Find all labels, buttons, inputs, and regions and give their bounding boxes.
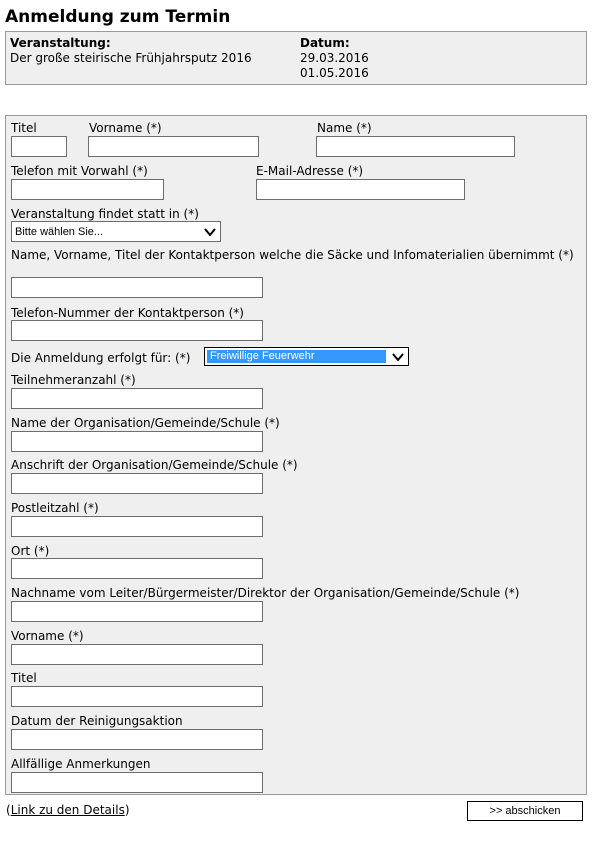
email-input[interactable] — [256, 179, 465, 200]
leader-title-input[interactable] — [11, 686, 263, 707]
event-info-box — [5, 31, 587, 85]
date-start: 29.03.2016 — [300, 51, 369, 65]
contact-label: Name, Vorname, Titel der Kontaktperson welche die Säcke und Infomaterialien übernimmt (*) — [11, 248, 574, 262]
chevron-down-icon — [391, 350, 405, 364]
paren-open: ( — [6, 803, 11, 817]
phone-label: Telefon mit Vorwahl (*) — [11, 164, 148, 178]
city-label: Ort (*) — [11, 544, 50, 558]
cleanup-date-input[interactable] — [11, 729, 263, 750]
participants-label: Teilnehmeranzahl (*) — [11, 373, 136, 387]
postal-input[interactable] — [11, 516, 263, 537]
location-select[interactable] — [11, 221, 221, 242]
lastname-label: Name (*) — [317, 121, 372, 135]
registration-for-label: Die Anmeldung erfolgt für: (*) — [11, 351, 191, 365]
event-value: Der große steirische Frühjahrsputz 2016 — [10, 51, 252, 65]
event-label: Veranstaltung: — [10, 36, 111, 50]
date-label: Datum: — [300, 36, 350, 50]
contact-phone-label: Telefon-Nummer der Kontaktperson (*) — [11, 306, 244, 320]
date-end: 01.05.2016 — [300, 66, 369, 80]
leader-title-label: Titel — [11, 671, 37, 685]
page-title: Anmeldung zum Termin — [5, 7, 231, 27]
location-label: Veranstaltung findet statt in (*) — [11, 207, 199, 221]
submit-button[interactable]: >> abschicken — [467, 801, 583, 821]
title-label: Titel — [11, 121, 37, 135]
leader-lastname-input[interactable] — [11, 601, 263, 622]
chevron-down-icon — [203, 225, 217, 239]
contact-input[interactable] — [11, 277, 263, 298]
location-select-value: Bitte wählen Sie... — [15, 225, 104, 238]
phone-input[interactable] — [11, 179, 164, 200]
details-link-wrapper — [6, 803, 130, 817]
email-label: E-Mail-Adresse (*) — [256, 164, 364, 178]
participants-input[interactable] — [11, 388, 263, 409]
registration-for-select[interactable] — [204, 347, 409, 366]
org-address-input[interactable] — [11, 473, 263, 494]
city-input[interactable] — [11, 558, 263, 579]
leader-firstname-input[interactable] — [11, 644, 263, 665]
registration-for-value: Freiwillige Feuerwehr — [207, 350, 386, 363]
postal-label: Postleitzahl (*) — [11, 501, 99, 515]
leader-lastname-label: Nachname vom Leiter/Bürgermeister/Direktor der Organisation/Gemeinde/Schule (*) — [11, 586, 520, 600]
cleanup-date-label: Datum der Reinigungsaktion — [11, 714, 183, 728]
remarks-label: Allfällige Anmerkungen — [11, 757, 151, 771]
contact-phone-input[interactable] — [11, 320, 263, 341]
title-input[interactable] — [11, 136, 67, 157]
remarks-input[interactable] — [11, 772, 263, 793]
org-name-label: Name der Organisation/Gemeinde/Schule (*) — [11, 416, 280, 430]
firstname-label: Vorname (*) — [89, 121, 162, 135]
org-address-label: Anschrift der Organisation/Gemeinde/Schule (*) — [11, 458, 298, 472]
firstname-input[interactable] — [88, 136, 259, 157]
leader-firstname-label: Vorname (*) — [11, 629, 84, 643]
details-link[interactable]: Link zu den Details — [10, 803, 125, 817]
paren-close: ) — [124, 803, 130, 817]
org-name-input[interactable] — [11, 431, 263, 452]
lastname-input[interactable] — [316, 136, 515, 157]
